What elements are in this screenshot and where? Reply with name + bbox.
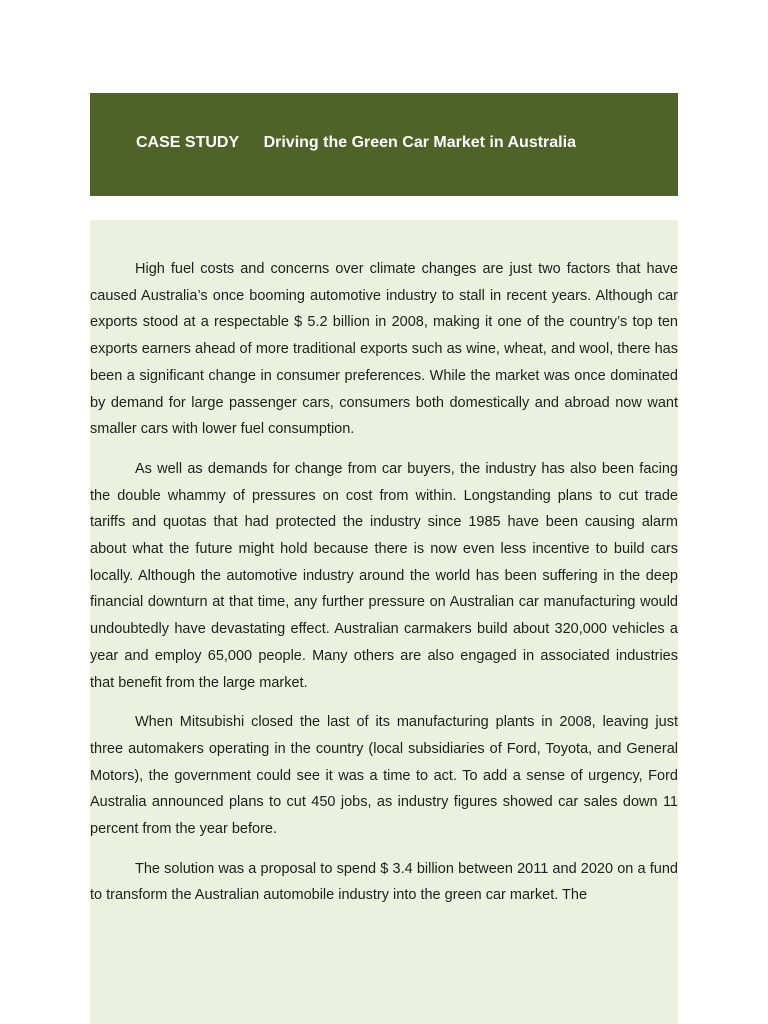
paragraph-4: The solution was a proposal to spend $ 3.4 billion between 2011 and 2020 on a fund to transform the Australian automobile industry into the green car market. The [90, 860, 678, 904]
case-study-header [90, 93, 678, 196]
case-study-title [136, 133, 576, 153]
case-study-heading: Driving the Green Car Market in Australia [263, 134, 576, 151]
paragraph-1: High fuel costs and concerns over climate changes are just two factors that have caused Australia’s once booming automotive industry to stall in recent years. Although car exports stood at a respectable $ 5.2 billion in 2008, making it one of the country’s top ten exports earners ahead of more traditional exports such as wine, wheat, and wool, there has been a significant change in consumer preferences. While the market was once dominated by demand for large passenger cars, consumers both domestically and abroad now want smaller cars with lower fuel consumption. [90, 261, 678, 438]
case-study-label: CASE STUDY [136, 134, 240, 151]
case-study-body-text [90, 256, 678, 922]
paragraph-2: As well as demands for change from car buyers, the industry has also been facing the double whammy of pressures on cost from within. Longstanding plans to cut trade tariffs and quotas that had protected the industry since 1985 have been causing alarm about what the future might hold because there is now even less incentive to build cars locally. Although the automotive industry around the world has been suffering in the deep financial downturn at that time, any further pressure on Australian car manufacturing would undoubtedly have devastating effect. Australian carmakers build about 320,000 vehicles a year and employ 65,000 people. Many others are also engaged in associated industries that benefit from the large market. [90, 460, 678, 691]
case-study-body-panel [90, 220, 678, 1024]
paragraph-3: When Mitsubishi closed the last of its manufacturing plants in 2008, leaving just three automakers operating in the country (local subsidiaries of Ford, Toyota, and General Motors), the government could see it was a time to act. To add a sense of urgency, Ford Australia announced plans to cut 450 jobs, as industry figures showed car sales down 11 percent from the year before. [90, 714, 678, 838]
